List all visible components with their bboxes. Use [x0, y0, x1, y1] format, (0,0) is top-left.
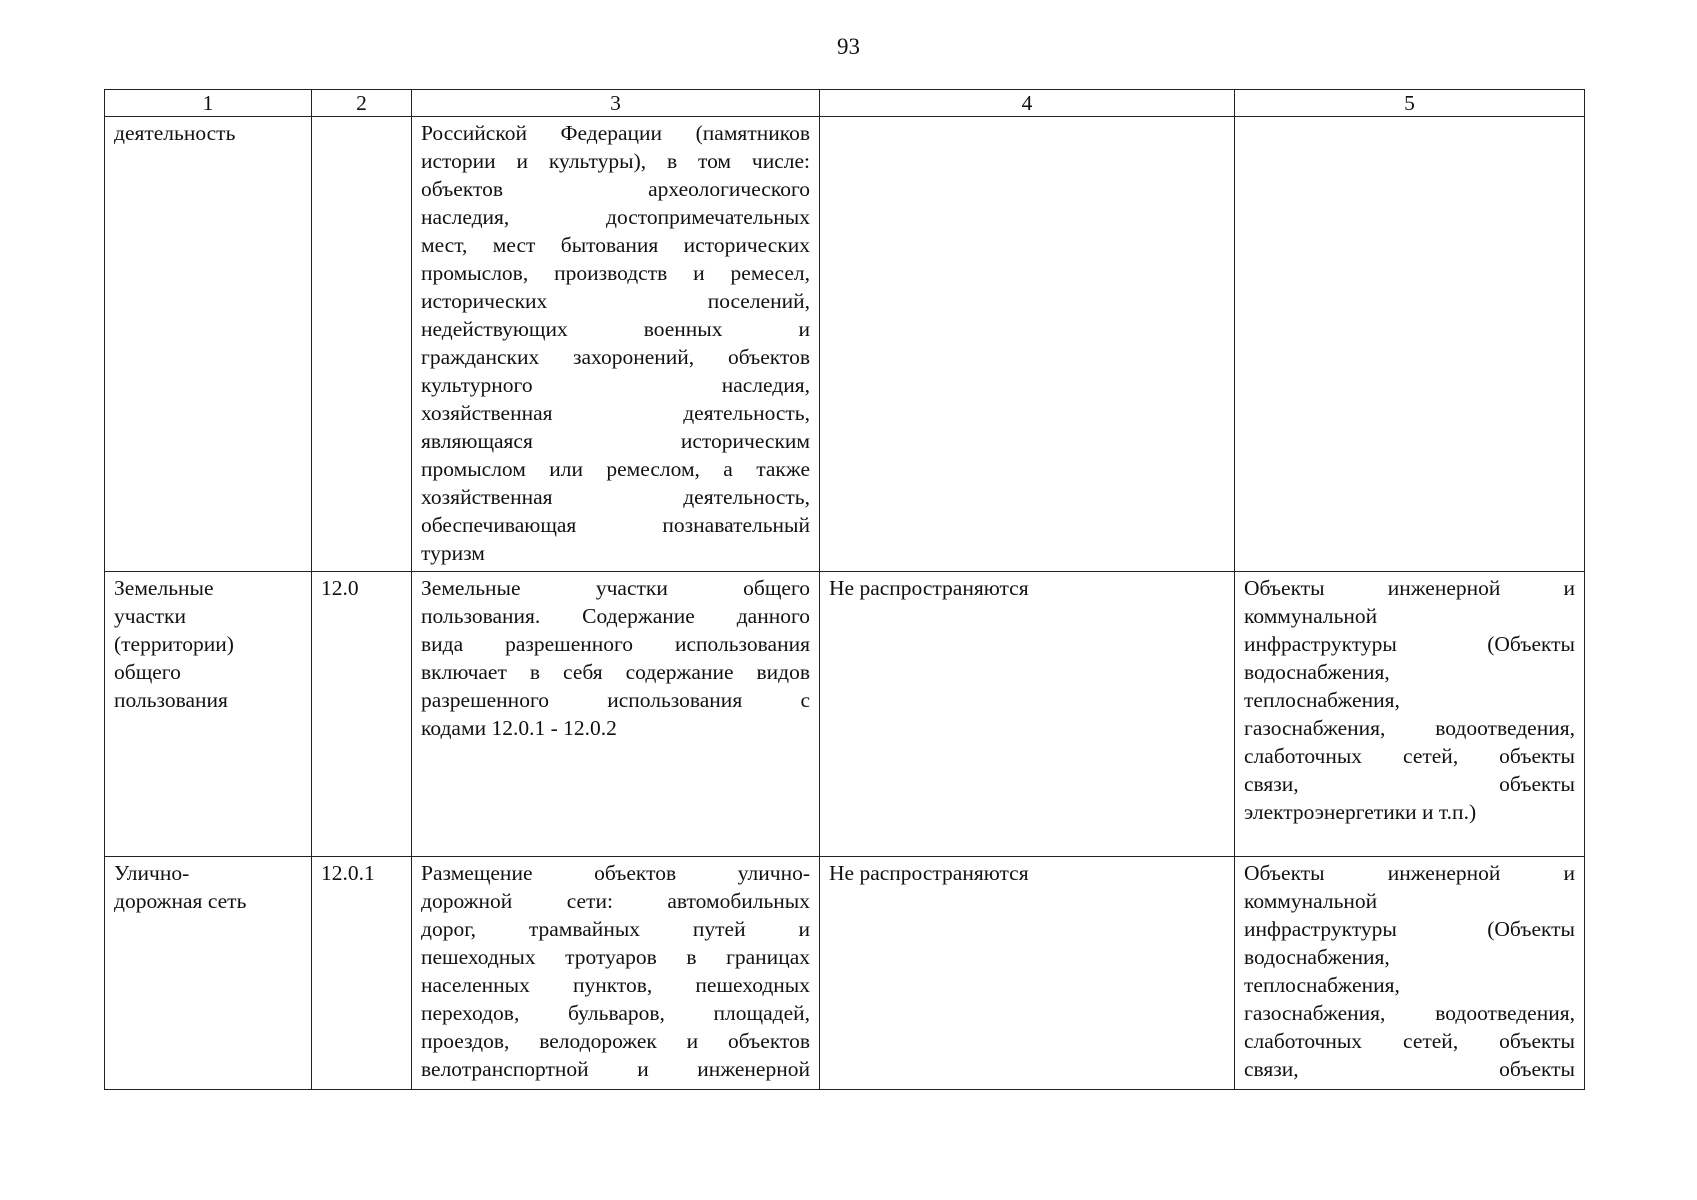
- description-line: промыслов, производств и ремесел,: [421, 261, 810, 285]
- description-line: недействующих военных и: [421, 317, 810, 341]
- description-line: обеспечивающая познавательный: [421, 513, 810, 537]
- description-line: населенных пунктов, пешеходных: [421, 973, 810, 997]
- name-line: дорожная сеть: [114, 889, 247, 913]
- table-header-row: [105, 90, 1585, 117]
- cell-auxiliary-uses: [1235, 117, 1585, 572]
- description-line: объектов археологического: [421, 177, 810, 201]
- description-line: Размещение объектов улично-: [421, 861, 810, 885]
- page-number: 93: [837, 34, 860, 59]
- cell-text: Не распространяются: [829, 576, 1029, 600]
- name-line: (территории): [114, 632, 234, 656]
- land-use-table: [104, 89, 1585, 1090]
- description-line: туризм: [421, 541, 485, 565]
- description-line: промыслом или ремеслом, а также: [421, 457, 810, 481]
- cell-text: 12.0: [321, 576, 359, 600]
- table-row: [105, 857, 1585, 1090]
- name-line: участки: [114, 604, 186, 628]
- cell-description: [412, 857, 820, 1090]
- description-line: хозяйственная деятельность,: [421, 485, 810, 509]
- auxiliary-line: теплоснабжения,: [1244, 973, 1400, 997]
- cell-land-use-name: [105, 572, 312, 857]
- cell-auxiliary-uses: [1235, 857, 1585, 1090]
- description-line: наследия, достопримечательных: [421, 205, 810, 229]
- auxiliary-line: водоснабжения,: [1244, 660, 1390, 684]
- description-line: истории и культуры), в том числе:: [421, 149, 810, 173]
- auxiliary-line: газоснабжения, водоотведения,: [1244, 716, 1575, 740]
- auxiliary-line: водоснабжения,: [1244, 945, 1390, 969]
- auxiliary-line: инфраструктуры (Объекты: [1244, 632, 1575, 656]
- auxiliary-line: электроэнергетики и т.п.): [1244, 800, 1477, 824]
- auxiliary-line: Объекты инженерной и: [1244, 861, 1575, 885]
- description-line: хозяйственная деятельность,: [421, 401, 810, 425]
- description-line: переходов, бульваров, площадей,: [421, 1001, 810, 1025]
- description-line: пользования. Содержание данного: [421, 604, 810, 628]
- cell-description: [412, 117, 820, 572]
- cell-code: [312, 857, 412, 1090]
- column-header-4: 4: [820, 90, 1235, 117]
- auxiliary-line: газоснабжения, водоотведения,: [1244, 1001, 1575, 1025]
- name-line: Улично-: [114, 861, 190, 885]
- auxiliary-line: инфраструктуры (Объекты: [1244, 917, 1575, 941]
- description-line: велотранспортной и инженерной: [421, 1057, 810, 1081]
- column-header-5: 5: [1235, 90, 1585, 117]
- cell-restrictions: [820, 857, 1235, 1090]
- description-line: дорожной сети: автомобильных: [421, 889, 810, 913]
- auxiliary-line: коммунальной: [1244, 889, 1378, 913]
- description-line: включает в себя содержание видов: [421, 660, 810, 684]
- name-line: Земельные: [114, 576, 214, 600]
- cell-land-use-name: [105, 117, 312, 572]
- description-line: мест, мест бытования исторических: [421, 233, 810, 257]
- cell-code: [312, 117, 412, 572]
- cell-text: 12.0.1: [321, 861, 375, 885]
- description-line: Земельные участки общего: [421, 576, 810, 600]
- cell-restrictions: [820, 572, 1235, 857]
- description-line: исторических поселений,: [421, 289, 810, 313]
- description-line: проездов, велодорожек и объектов: [421, 1029, 810, 1053]
- column-header-2: 2: [312, 90, 412, 117]
- cell-auxiliary-uses: [1235, 572, 1585, 857]
- column-header-1: 1: [105, 90, 312, 117]
- auxiliary-line: связи, объекты: [1244, 772, 1575, 796]
- description-line: вида разрешенного использования: [421, 632, 810, 656]
- auxiliary-line: слаботочных сетей, объекты: [1244, 744, 1575, 768]
- description-line: гражданских захоронений, объектов: [421, 345, 810, 369]
- cell-text: Не распространяются: [829, 861, 1029, 885]
- auxiliary-line: связи, объекты: [1244, 1057, 1575, 1081]
- cell-text: деятельность: [114, 121, 236, 145]
- description-line: дорог, трамвайных путей и: [421, 917, 810, 941]
- cell-land-use-name: [105, 857, 312, 1090]
- auxiliary-line: слаботочных сетей, объекты: [1244, 1029, 1575, 1053]
- cell-description: [412, 572, 820, 857]
- name-line: общего: [114, 660, 181, 684]
- table-row: [105, 117, 1585, 572]
- column-header-3: 3: [412, 90, 820, 117]
- auxiliary-line: теплоснабжения,: [1244, 688, 1400, 712]
- cell-restrictions: [820, 117, 1235, 572]
- auxiliary-line: коммунальной: [1244, 604, 1378, 628]
- description-line: пешеходных тротуаров в границах: [421, 945, 810, 969]
- description-line: кодами 12.0.1 - 12.0.2: [421, 716, 617, 740]
- description-line: Российской Федерации (памятников: [421, 121, 810, 145]
- table-row: [105, 572, 1585, 857]
- description-line: культурного наследия,: [421, 373, 810, 397]
- description-line: являющаяся историческим: [421, 429, 810, 453]
- auxiliary-line: Объекты инженерной и: [1244, 576, 1575, 600]
- cell-code: [312, 572, 412, 857]
- description-line: разрешенного использования с: [421, 688, 810, 712]
- name-line: пользования: [114, 688, 228, 712]
